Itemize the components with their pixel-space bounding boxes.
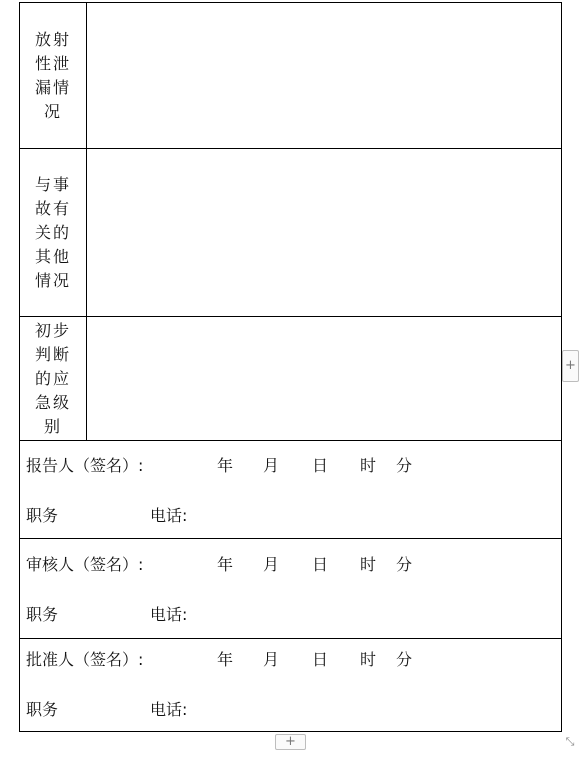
- day-label: 日: [312, 554, 329, 574]
- row-approver: [20, 639, 562, 732]
- minute-label: 分: [396, 455, 413, 475]
- radiation-leak-label: 放射性泄漏情况: [34, 29, 71, 121]
- label-cell: [20, 149, 87, 317]
- position-label: 职务: [26, 604, 59, 624]
- reviewer-cell[interactable]: [20, 539, 562, 639]
- label-cell: [20, 317, 87, 441]
- phone-label: 电话:: [150, 699, 188, 719]
- approver-label: 批准人（签名）:: [26, 649, 144, 669]
- row-radiation-leak: [20, 3, 562, 149]
- minute-label: 分: [396, 649, 413, 669]
- month-label: 月: [263, 649, 280, 669]
- resize-handle-icon[interactable]: ⤡: [565, 735, 575, 748]
- phone-label: 电话:: [150, 604, 188, 624]
- row-reporter: [20, 441, 562, 539]
- radiation-leak-content[interactable]: [87, 3, 562, 149]
- month-label: 月: [263, 554, 280, 574]
- reviewer-block: [20, 541, 561, 637]
- position-label: 职务: [26, 699, 59, 719]
- position-label: 职务: [26, 505, 59, 525]
- emergency-level-label: 初步判断的应急级别: [34, 320, 71, 436]
- year-label: 年: [217, 554, 234, 574]
- report-table: [19, 2, 562, 732]
- label-cell: [20, 3, 87, 149]
- month-label: 月: [263, 455, 280, 475]
- other-info-content[interactable]: [87, 149, 562, 317]
- hour-label: 时: [360, 455, 377, 475]
- row-reviewer: [20, 539, 562, 639]
- year-label: 年: [217, 455, 234, 475]
- phone-label: 电话:: [150, 505, 188, 525]
- row-other-info: [20, 149, 562, 317]
- add-row-button[interactable]: +: [275, 734, 306, 750]
- row-emergency-level: [20, 317, 562, 441]
- reporter-label: 报告人（签名）:: [26, 455, 144, 475]
- add-column-button[interactable]: +: [562, 350, 579, 382]
- hour-label: 时: [360, 649, 377, 669]
- other-info-label: 与事故有关的其他情况: [34, 174, 71, 290]
- emergency-level-content[interactable]: [87, 317, 562, 441]
- day-label: 日: [312, 649, 329, 669]
- day-label: 日: [312, 455, 329, 475]
- reviewer-label: 审核人（签名）:: [26, 554, 144, 574]
- approver-cell[interactable]: [20, 639, 562, 732]
- hour-label: 时: [360, 554, 377, 574]
- year-label: 年: [217, 649, 234, 669]
- minute-label: 分: [396, 554, 413, 574]
- reporter-cell[interactable]: [20, 441, 562, 539]
- reporter-block: [20, 442, 561, 538]
- approver-block: [20, 640, 561, 731]
